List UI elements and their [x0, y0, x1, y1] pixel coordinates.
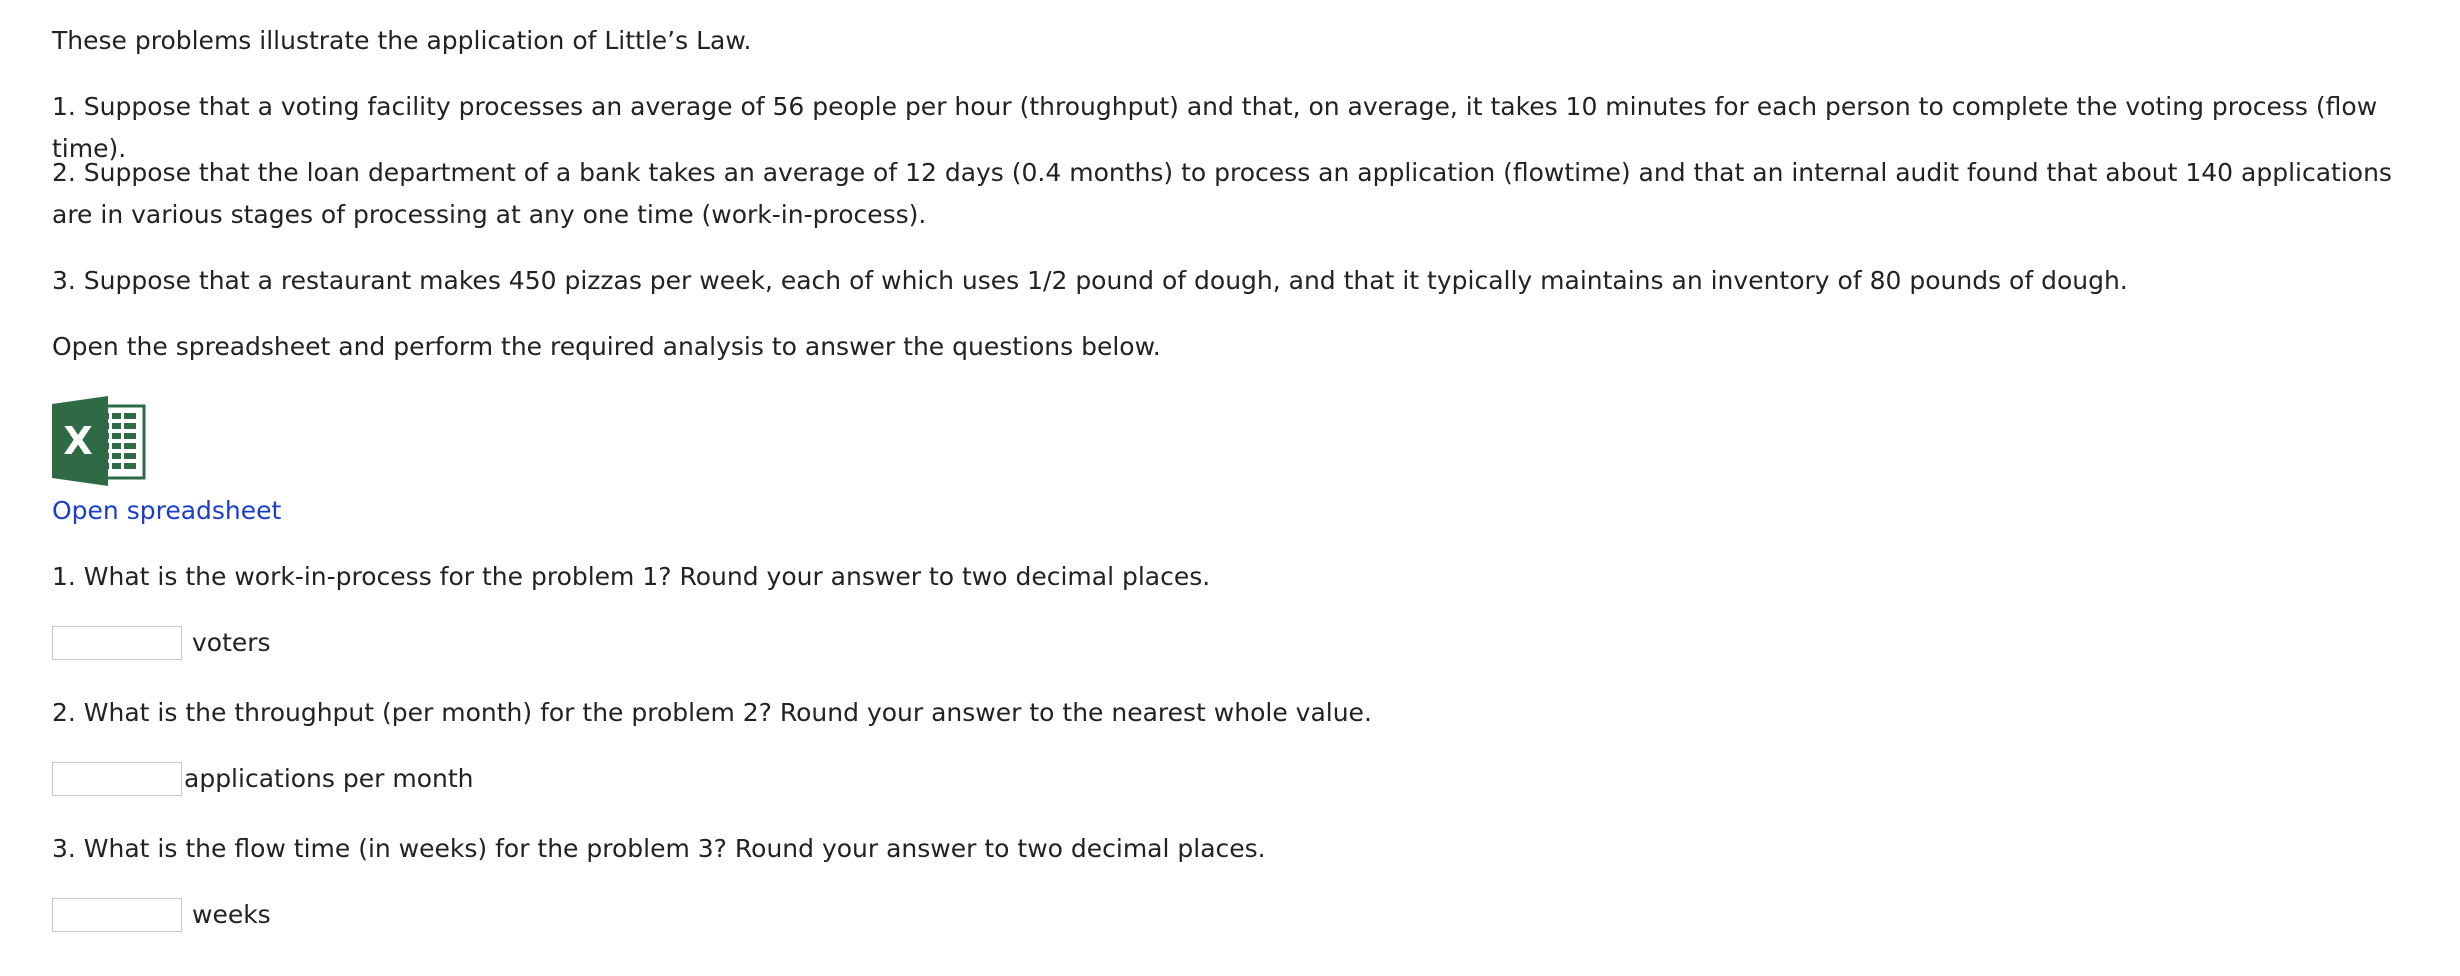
excel-icon-letter: X: [63, 419, 93, 463]
question-3-text: 3. What is the flow time (in weeks) for the problem 3? Round your answer to two decimal places.: [52, 834, 1266, 863]
answer-3-input[interactable]: [52, 898, 182, 932]
instruction-text: Open the spreadsheet and perform the required analysis to answer the questions below.: [52, 332, 1161, 361]
answer-1-input[interactable]: [52, 626, 182, 660]
answer-1-unit: voters: [192, 628, 271, 657]
answer-row-2: [52, 760, 474, 798]
answer-row-3: [52, 896, 271, 934]
problem-3-text: 3. Suppose that a restaurant makes 450 pizzas per week, each of which uses 1/2 pound of dough, and that it typically maintains an inventory of 80 pounds of dough.: [52, 266, 2128, 295]
problem-1-text: 1. Suppose that a voting facility processes an average of 56 people per hour (throughput) and that, on average, it takes 10 minutes for each person to complete the voting process (flow time).: [52, 92, 2378, 163]
open-spreadsheet-link[interactable]: Open spreadsheet: [52, 496, 282, 525]
answer-3-unit: weeks: [192, 900, 271, 929]
problem-2-text: 2. Suppose that the loan department of a bank takes an average of 12 days (0.4 months) to process an application (flowtime) and that an internal audit found that about 140 applications are in various stages of processing at any one time (work-in-process).: [52, 158, 2392, 229]
answer-2-input[interactable]: [52, 762, 182, 796]
question-2-text: 2. What is the throughput (per month) for the problem 2? Round your answer to the nearest whole value.: [52, 698, 1372, 727]
question-1-text: 1. What is the work-in-process for the problem 1? Round your answer to two decimal places.: [52, 562, 1211, 591]
intro-text: These problems illustrate the application of Little’s Law.: [52, 26, 752, 55]
answer-row-1: [52, 624, 271, 662]
answer-2-unit: applications per month: [184, 764, 474, 793]
excel-icon[interactable]: [52, 396, 148, 486]
